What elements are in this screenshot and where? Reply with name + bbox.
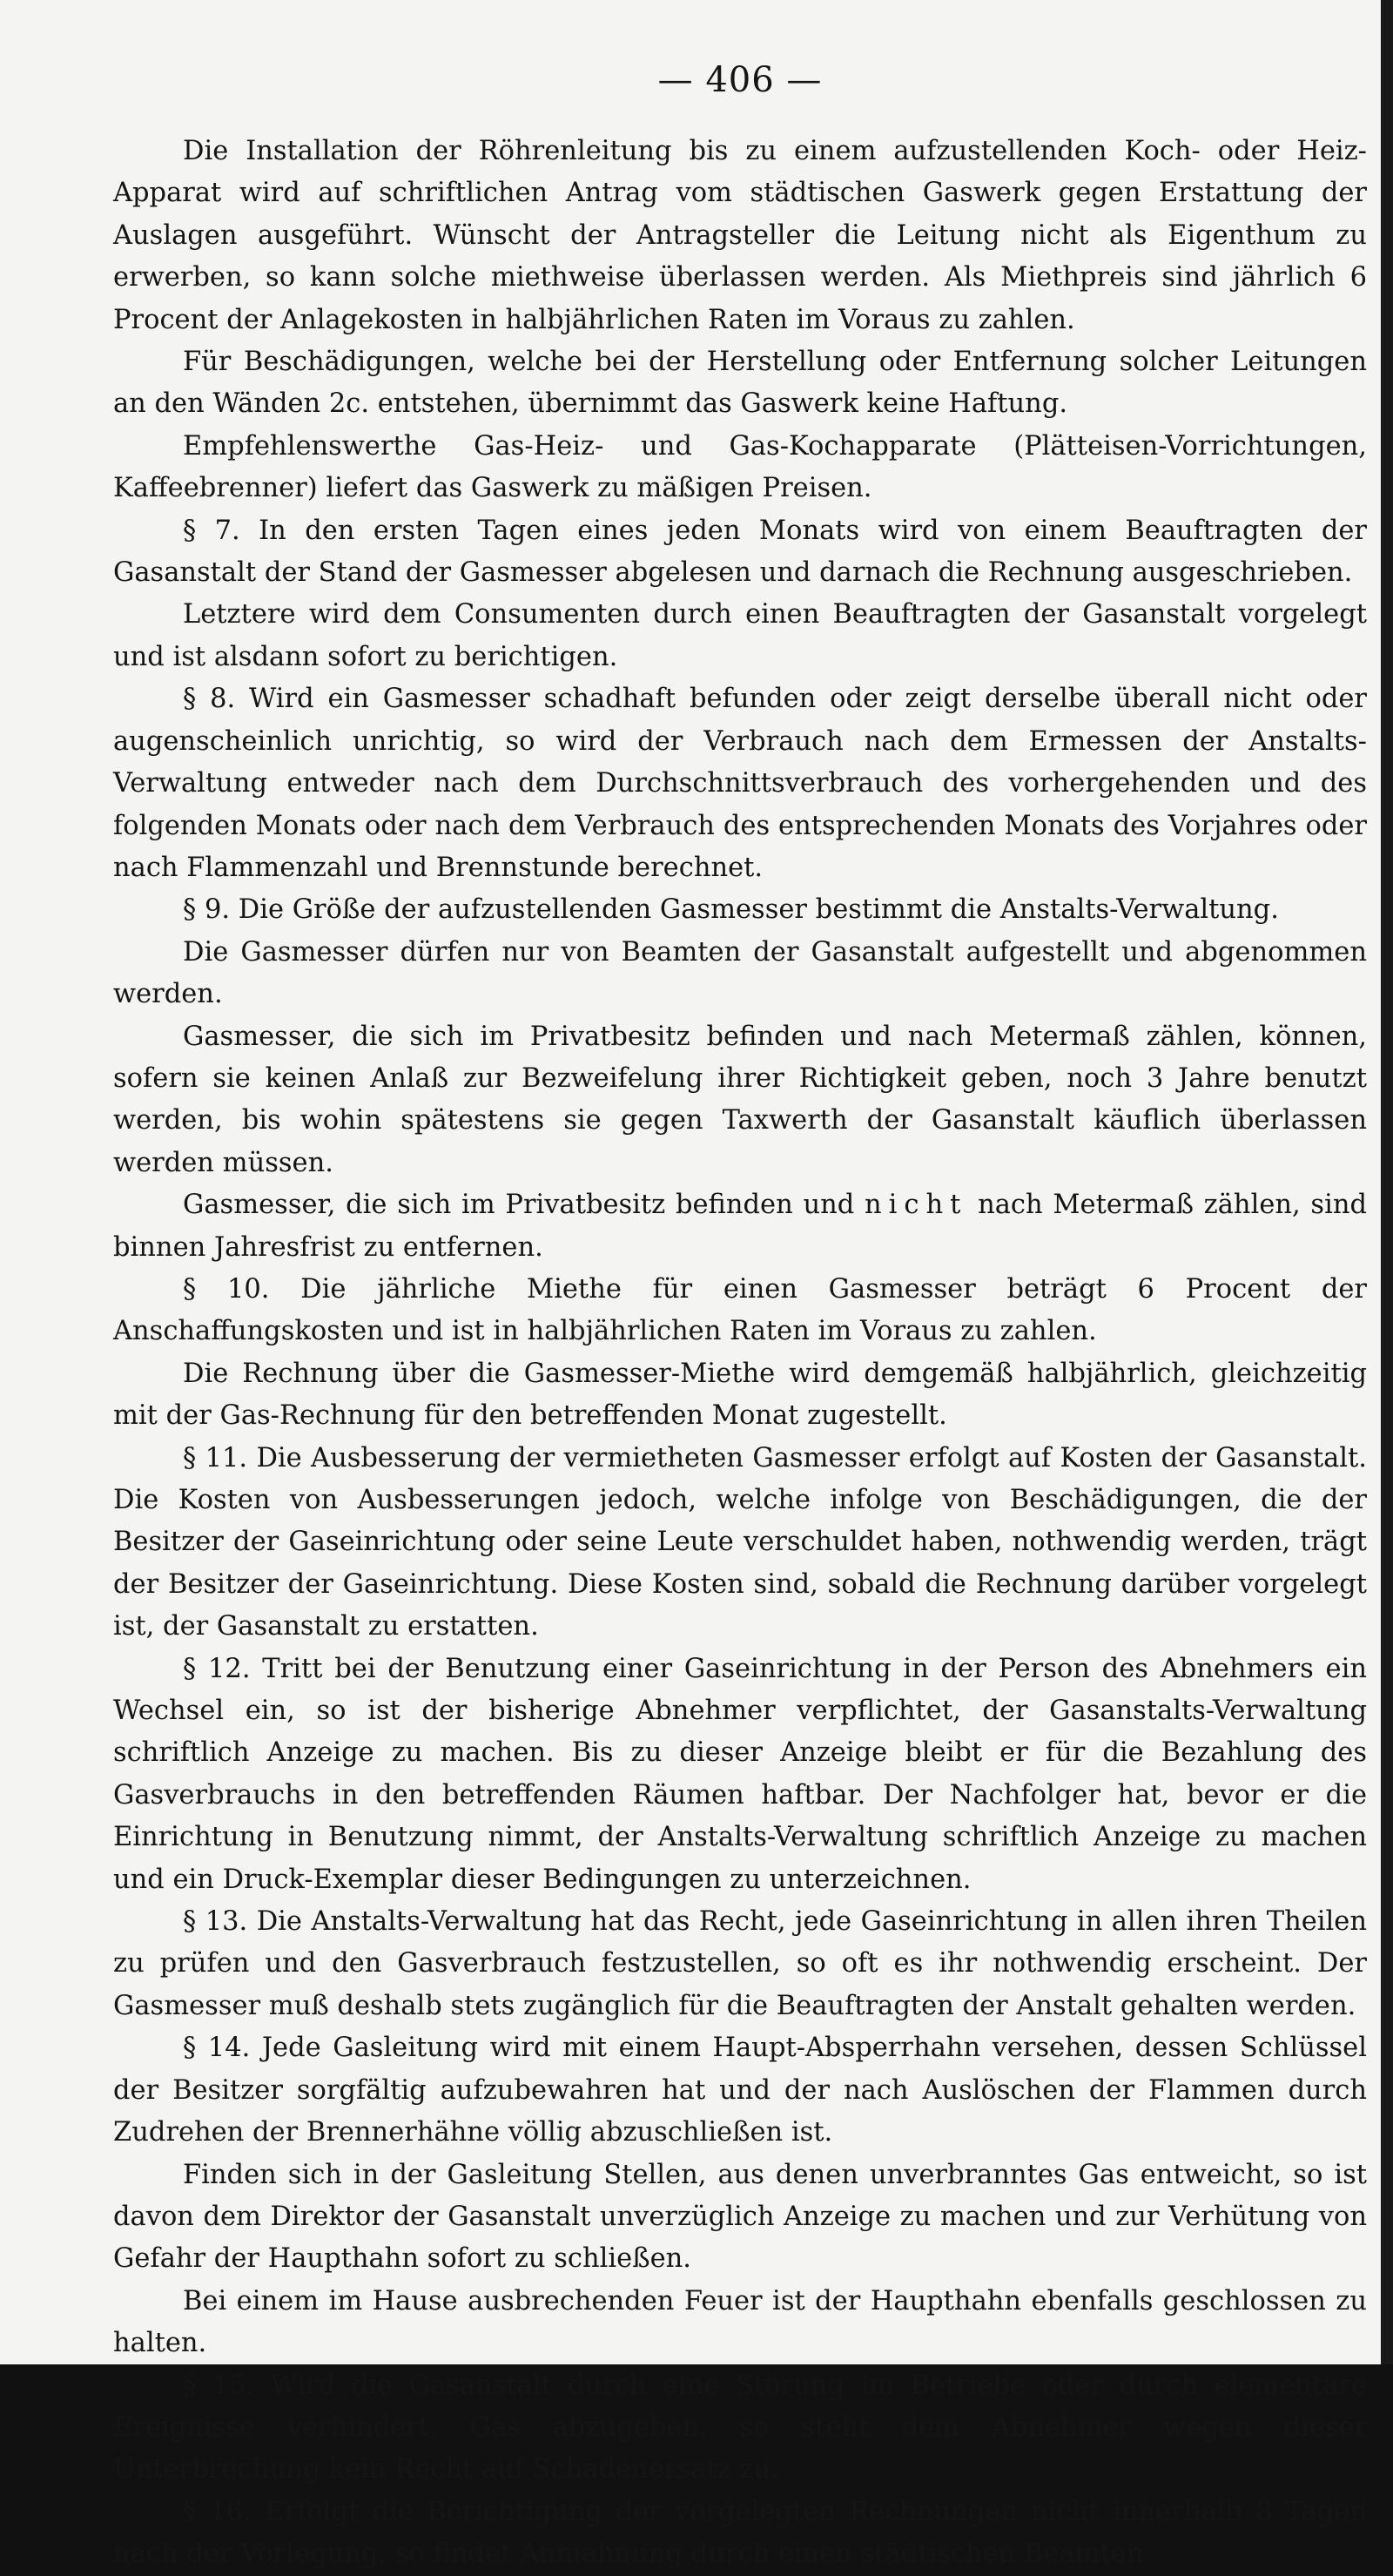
paragraph-section-14: § 14. Jede Gasleitung wird mit einem Haupt-Absperrhahn versehen, dessen Schlüssel der Besitzer sorgfältig aufzubewahren hat und der nach Auslöschen der Flammen durch Zudrehen der Brennerhähne völlig abzuschließen ist. — [113, 2033, 1367, 2148]
paragraph-section-13: § 13. Die Anstalts-Verwaltung hat das Recht, jede Gaseinrichtung in allen ihren Theilen zu prüfen und den Gasverbrauch festzustellen, so oft es ihr nothwendig erscheint. Der Gasmesser muß deshalb stets zugänglich für die Beauftragten der Anstalt gehalten werden. — [113, 1906, 1367, 2021]
paragraph-gas-leak: Finden sich in der Gasleitung Stellen, aus denen unverbranntes Gas entweicht, so ist davon dem Direktor der Gasanstalt unverzüglich Anzeige zu machen und zur Verhütung von Gefahr der Haupthahn sofort zu schließen. — [113, 2159, 1367, 2275]
paragraph-damages: Für Beschädigungen, welche bei der Herstellung oder Entfernung solcher Leitungen an den Wänden 2c. entstehen, übernimmt das Gaswerk keine Haftung. — [113, 347, 1367, 420]
paragraph-section-12: § 12. Tritt bei der Benutzung einer Gaseinrichtung in der Person des Abnehmers ein Wechsel ein, so ist der bisherige Abnehmer verpflichtet, der Gasanstalts-Verwaltung schriftlich Anzeige zu machen. Bis zu dieser Anzeige bleibt er für die Bezahlung des Gasverbrauchs in den betreffenden Räumen haftbar. Der Nachfolger hat, bevor er die Einrichtung in Benutzung nimmt, der Anstalts-Verwaltung schriftlich Anzeige zu machen und ein Druck-Exemplar dieser Bedingungen zu unterzeichnen. — [113, 1653, 1367, 1895]
paragraph-installation: Die Installation der Röhrenleitung bis zu einem aufzustellenden Koch- oder Heiz-Apparat wird auf schriftlichen Antrag vom städtischen Gaswerk gegen Erstattung der Auslagen ausgeführt. Wünscht der Antragsteller die Leitung nicht als Eigenthum zu erwerben, so kann solche miethweise überlassen werden. Als Miethpreis sind jährlich 6 Procent der Anlagekosten in halbjährlichen Raten im Voraus zu zahlen. — [113, 136, 1367, 335]
document-body — [113, 131, 1367, 2576]
paragraph-section-15: § 15. Wird die Gasanstalt durch eine Störung im Betriebe oder durch elementare Ereignisse verhindert, Gas abzugeben, so steht dem Abnehmer wegen dieser Unterbrechung kein Recht auf Schadenersatz zu. — [113, 2370, 1367, 2485]
paragraph-section-9: § 9. Die Größe der aufzustellenden Gasmesser bestimmt die Anstalts-Verwaltung. — [183, 894, 1279, 926]
paragraph-fire: Bei einem im Hause ausbrechenden Feuer ist der Haupthahn ebenfalls geschlossen zu halten. — [113, 2285, 1367, 2359]
paragraph-rent-invoice: Die Rechnung über die Gasmesser-Miethe wird demgemäß halbjährlich, gleichzeitig mit der Gas-Rechnung für den betreffenden Monat zugestellt. — [113, 1358, 1367, 1432]
emphasized-word: nicht — [864, 1190, 968, 1221]
paragraph-section-8: § 8. Wird ein Gasmesser schadhaft befunden oder zeigt derselbe überall nicht oder augenscheinlich unrichtig, so wird der Verbrauch nach dem Ermessen der Anstalts-Verwaltung entweder nach dem Durchschnittsverbrauch des vorhergehenden und des folgenden Monats oder nach dem Verbrauch des entsprechenden Monats des Vorjahres oder nach Flammenzahl und Brennstunde berechnet. — [113, 684, 1367, 883]
page-number: — 406 — — [657, 60, 823, 100]
paragraph-appliances: Empfehlenswerthe Gas-Heiz- und Gas-Kochapparate (Plätteisen-Vorrichtungen, Kaffeebrenner) liefert das Gaswerk zu mäßigen Preisen. — [113, 430, 1367, 504]
paragraph-private-meters: Gasmesser, die sich im Privatbesitz befinden und nach Metermaß zählen, können, sofern sie keinen Anlaß zur Bezweifelung ihrer Richtigkeit geben, noch 3 Jahre benutzt werden, bis wohin spätestens sie gegen Taxwerth der Gasanstalt käuflich überlassen werden müssen. — [113, 1021, 1367, 1178]
paragraph-text: Gasmesser, die sich im Privatbesitz befinden und — [183, 1190, 865, 1221]
paragraph-section-11: § 11. Die Ausbesserung der vermietheten Gasmesser erfolgt auf Kosten der Gasanstalt. Die Kosten von Ausbesserungen jedoch, welche infolge von Beschädigungen, die der Besitzer der Gaseinrichtung oder seine Leute verschuldet haben, nothwendig werden, trägt der Besitzer der Gaseinrichtung. Diese Kosten sind, sobald die Rechnung darüber vorgelegt ist, der Gasanstalt zu erstatten. — [113, 1442, 1367, 1642]
paragraph-meter-installation: Die Gasmesser dürfen nur von Beamten der Gasanstalt aufgestellt und abgenommen werden. — [113, 936, 1367, 1010]
paragraph-non-metric-meters — [113, 1184, 1367, 1269]
paragraph-section-16: § 16. Erfolgt die Berichtigung der vorgelegten Rechnungen nicht innerhalb 8 Tagen nach der Vorlegung, so findet Anmahnung durch einen städtischen Beamten — [113, 2496, 1367, 2570]
paragraph-section-10: § 10. Die jährliche Miethe für einen Gasmesser beträgt 6 Procent der Anschaffungskosten und ist in halbjährlichen Raten im Voraus zu zahlen. — [113, 1273, 1367, 1347]
page-edge-shadow — [1381, 0, 1393, 2364]
paragraph-text: nach Metermaß zählen, sind binnen Jahresfrist zu entfernen. — [113, 1190, 1368, 1263]
paragraph-section-7: § 7. In den ersten Tagen eines jeden Monats wird von einem Beauftragten der Gasanstalt der Stand der Gasmesser abgelesen und darnach die Rechnung ausgeschrieben. — [113, 515, 1367, 589]
paragraph-invoice-presentation: Letztere wird dem Consumenten durch einen Beauftragten der Gasanstalt vorgelegt und ist alsdann sofort zu berichtigen. — [113, 599, 1367, 672]
